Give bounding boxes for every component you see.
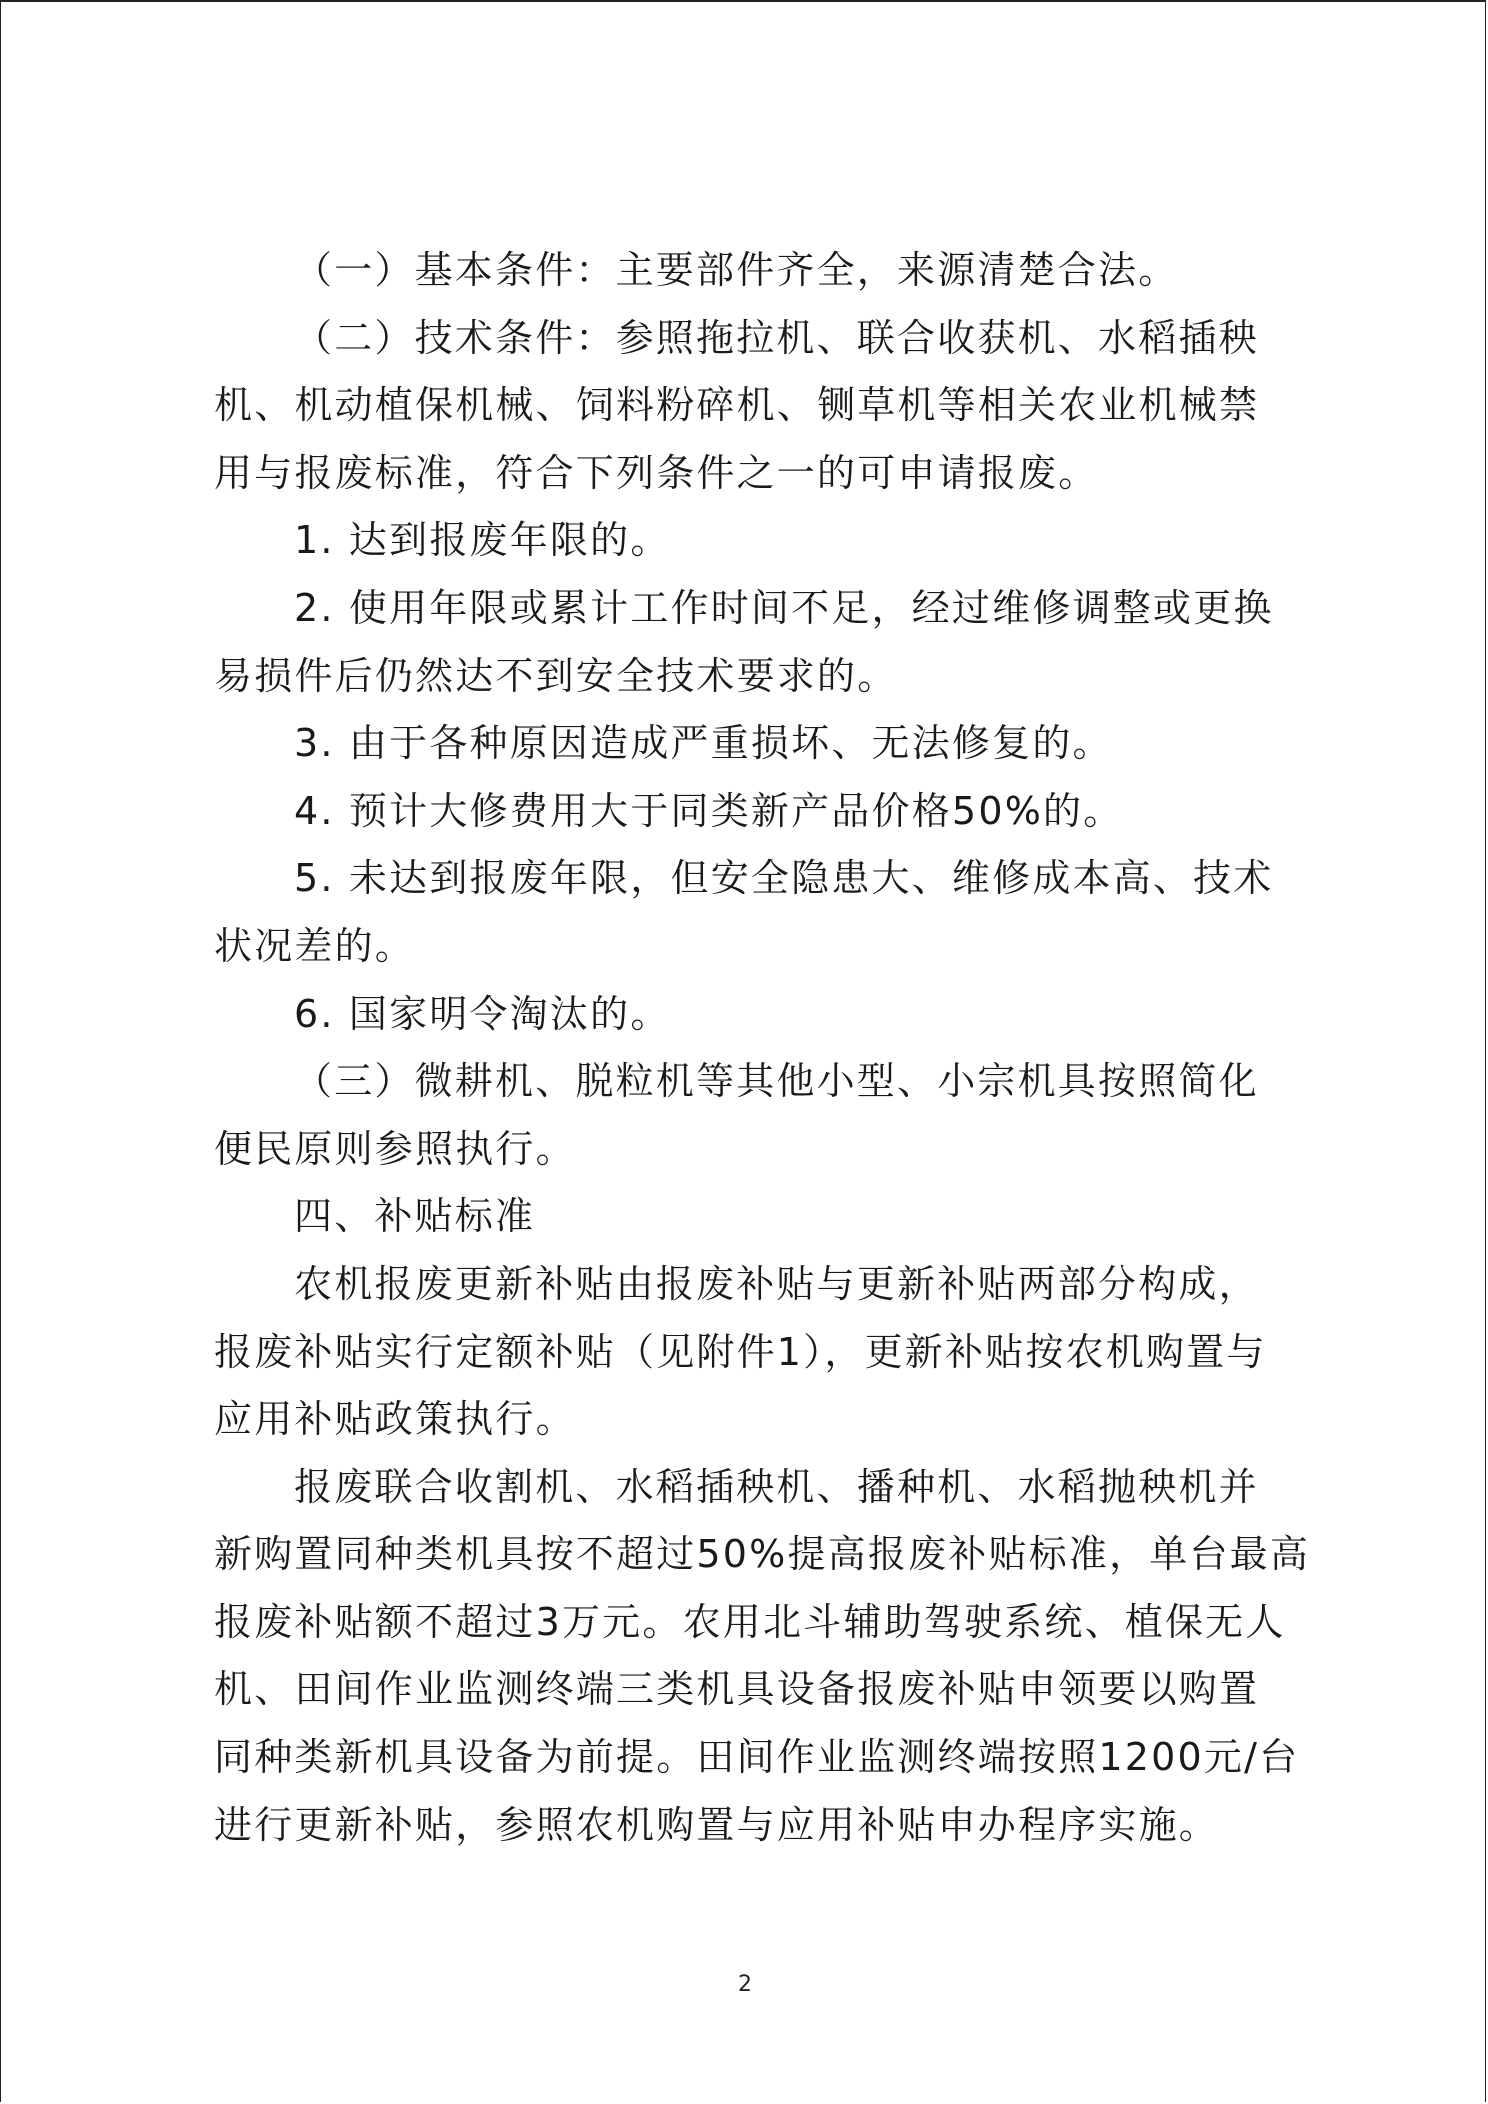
text-line: 应用补贴政策执行。 (214, 1397, 576, 1442)
heading-text: 四、补贴标准 (294, 1194, 536, 1239)
list-item-condition-5 (214, 845, 1284, 980)
text-line: （一）基本条件：主要部件齐全，来源清楚合法。 (294, 248, 1179, 292)
section-heading (214, 1183, 1284, 1251)
text-line: 同种类新机具设备为前提。田间作业监测终端按照1200元/台 (214, 1735, 1300, 1780)
text-line: 报废联合收割机、水稻插秧机、播种机、水稻抛秧机并 (294, 1464, 1259, 1509)
text-line: 报废补贴实行定额补贴（见附件1），更新补贴按农机购置与 (214, 1329, 1267, 1374)
text-line: 4. 预计大修费用大于同类新产品价格50%的。 (294, 788, 1124, 833)
text-line: 农机报废更新补贴由报废补贴与更新补贴两部分构成， (294, 1261, 1259, 1306)
list-item-condition-6 (214, 981, 1284, 1049)
page-number: 2 (738, 1972, 752, 1997)
text-line: 进行更新补贴，参照农机购置与应用补贴申办程序实施。 (214, 1802, 1220, 1847)
text-line: 报废补贴额不超过3万元。农用北斗辅助驾驶系统、植保无人 (214, 1599, 1286, 1644)
text-line: 1. 达到报废年限的。 (294, 518, 671, 563)
paragraph-small-machines (214, 1048, 1284, 1183)
paragraph-technical-conditions (214, 305, 1284, 508)
text-line: 3. 由于各种原因造成严重损坏、无法修复的。 (294, 721, 1113, 766)
text-line: 便民原则参照执行。 (214, 1126, 576, 1171)
text-line: 机、机动植保机械、饲料粉碎机、铡草机等相关农业机械禁 (214, 383, 1260, 428)
text-line: （三）微耕机、脱粒机等其他小型、小宗机具按照简化 (294, 1059, 1259, 1104)
text-line: 5. 未达到报废年限，但安全隐患大、维修成本高、技术 (294, 856, 1274, 901)
list-item-condition-3 (214, 710, 1284, 778)
text-line: 易损件后仍然达不到安全技术要求的。 (214, 653, 898, 698)
text-line: （二）技术条件：参照拖拉机、联合收获机、水稻插秧 (294, 315, 1259, 360)
paragraph-subsidy-composition (214, 1251, 1284, 1454)
text-line: 新购置同种类机具按不超过50%提高报废补贴标准，单台最高 (214, 1532, 1311, 1577)
paragraph-subsidy-increase (214, 1454, 1311, 1860)
text-line: 机、田间作业监测终端三类机具设备报废补贴申领要以购置 (214, 1667, 1260, 1712)
text-line: 6. 国家明令淘汰的。 (294, 991, 671, 1036)
list-item-condition-4 (214, 778, 1284, 846)
list-item-condition-1 (214, 507, 1284, 575)
text-line: 用与报废标准，符合下列条件之一的可申请报废。 (214, 450, 1099, 495)
list-item-condition-2 (214, 575, 1284, 710)
text-line: 状况差的。 (214, 923, 416, 968)
paragraph-basic-conditions (214, 237, 1284, 305)
text-line: 2. 使用年限或累计工作时间不足，经过维修调整或更换 (294, 585, 1274, 630)
body-text (214, 237, 1311, 1859)
